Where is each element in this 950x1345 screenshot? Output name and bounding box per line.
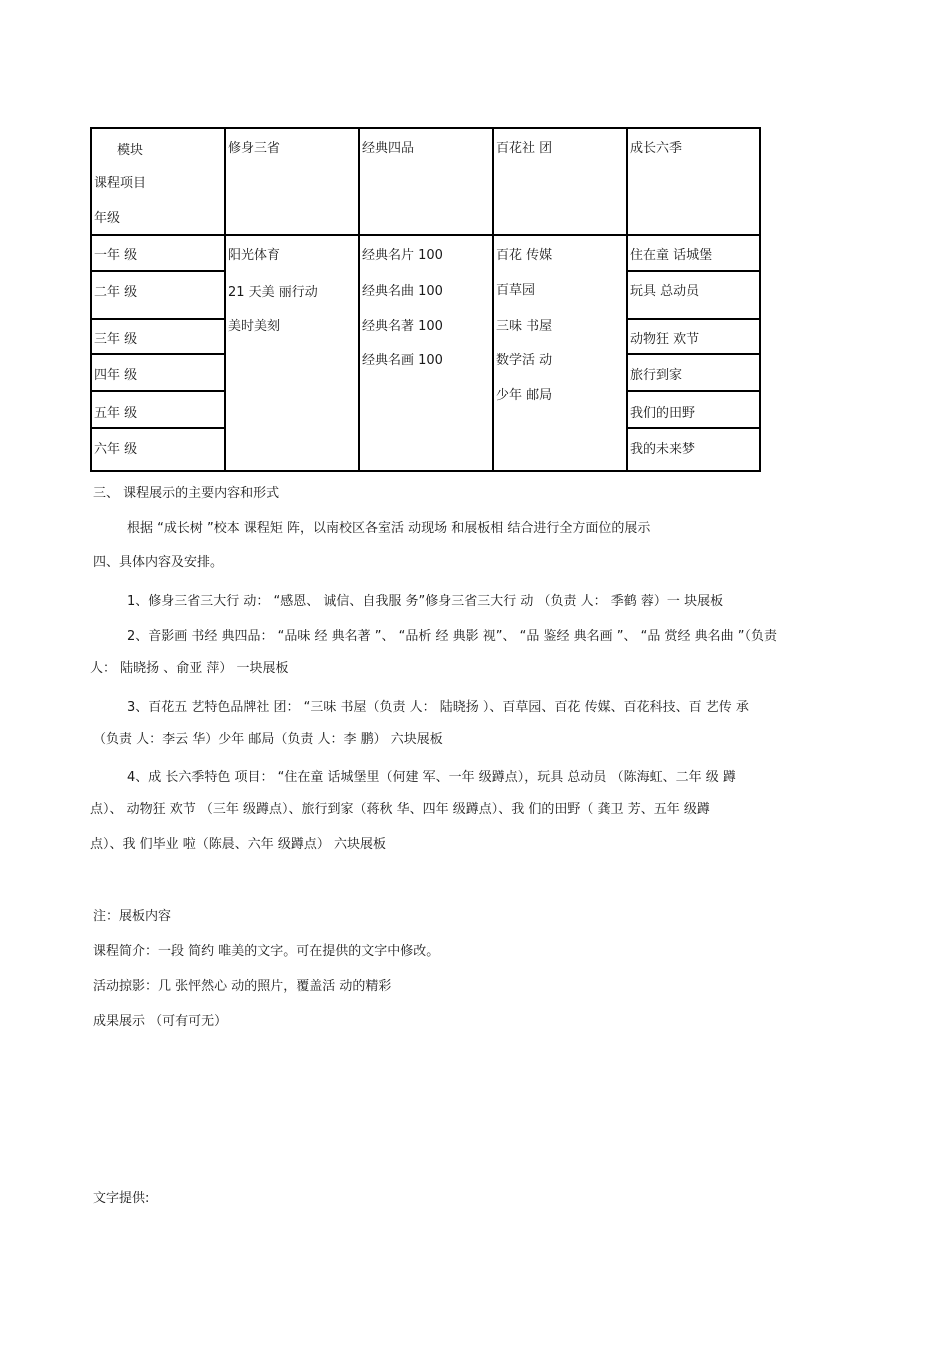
- section-4-item-2-cont: 人： 陆晓扬 、俞亚 萍） 一块展板: [90, 661, 289, 676]
- note-photos: 活动掠影：几 张怦然心 动的照片，覆盖活 动的精彩: [93, 979, 392, 994]
- course-matrix-table: [90, 127, 761, 472]
- jingdian-item: 经典名著 100: [362, 319, 443, 334]
- table-col-divider-4: [626, 127, 628, 472]
- column-header-xiushen: 修身三省: [228, 141, 281, 156]
- section-4-item-3: 3、百花五 艺特色品牌社 团： “三味 书屋（负责 人： 陆晓扬 ）、百草园、百花 传媒、百花科技、百 艺传 承: [127, 700, 749, 715]
- table-border-top: [90, 127, 761, 129]
- xiushen-item: 阳光体育: [228, 248, 281, 263]
- section-4-item-4-cont: 点）、 动物狂 欢节 （三年 级蹲点）、旅行到家（蒋秋 华、四年 级蹲点）、我 们的田野（ 龚卫 芳、五年 级蹲: [90, 802, 710, 817]
- grade-row-line: [90, 270, 226, 272]
- note-intro: 课程简介：一段 简约 唯美的文字。可在提供的文字中修改。: [93, 944, 440, 959]
- grade-cell: 五年 级: [94, 406, 138, 421]
- season-row-line: [626, 427, 761, 429]
- chengzhang-item: 我们的田野: [630, 406, 696, 421]
- section-4-item-4-cont: 点）、我 们毕业 啦（陈晨、六年 级蹲点） 六块展板: [90, 837, 387, 852]
- table-border-left: [90, 127, 92, 472]
- section-4-item-2: 2、音影画 书经 典四品： “品味 经 典名著 ”、 “品析 经 典影 视”、 “品 鉴经 典名画 ”、 “品 赏经 典名曲 ”（负责: [127, 629, 778, 644]
- section-4-item-1: 1、修身三省三大行 动： “感恩、 诚信、自我服 务”修身三省三大行 动 （负责 人： 季鹤 蓉）一 块展板: [127, 594, 724, 609]
- grade-row-line: [90, 427, 226, 429]
- column-header-baihua: 百花社 团: [496, 141, 553, 156]
- table-col-divider-3: [492, 127, 494, 472]
- table-header-divider: [90, 234, 761, 236]
- section-4-item-4: 4、成 长六季特色 项目： “住在童 话城堡里（何建 军、一年 级蹲点），玩具 总动员 （陈海虹、二年 级 蹲: [127, 770, 736, 785]
- chengzhang-item: 旅行到家: [630, 368, 683, 383]
- season-row-line: [626, 390, 761, 392]
- chengzhang-item: 住在童 话城堡: [630, 248, 713, 263]
- baihua-item: 三味 书屋: [496, 319, 553, 334]
- table-col-divider-1: [224, 127, 226, 472]
- baihua-item: 百花 传媒: [496, 248, 553, 263]
- table-col-divider-2: [358, 127, 360, 472]
- grade-row-line: [90, 318, 226, 320]
- table-border-bottom: [90, 470, 761, 472]
- section-4-heading: 四、具体内容及安排。: [93, 555, 224, 570]
- table-border-right: [759, 127, 761, 472]
- jingdian-item: 经典名画 100: [362, 353, 443, 368]
- chengzhang-item: 动物狂 欢节: [630, 332, 700, 347]
- section-4-item-3-cont: （负责 人：李云 华）少年 邮局（负责 人：李 鹏） 六块展板: [93, 732, 443, 747]
- grade-cell: 三年 级: [94, 332, 138, 347]
- header-grade-label: 年级: [94, 211, 121, 226]
- grade-cell: 四年 级: [94, 368, 138, 383]
- column-header-jingdian: 经典四品: [362, 141, 415, 156]
- xiushen-item: 美时美刻: [228, 319, 281, 334]
- baihua-item: 百草园: [496, 283, 536, 298]
- grade-cell: 二年 级: [94, 285, 138, 300]
- header-module-label: 模块: [117, 143, 144, 158]
- jingdian-item: 经典名片 100: [362, 248, 443, 263]
- header-project-label: 课程项目: [94, 176, 147, 191]
- baihua-item: 数学活 动: [496, 353, 553, 368]
- season-row-line: [626, 270, 761, 272]
- text-provider-label: 文字提供:: [93, 1191, 150, 1206]
- section-3-heading: 三、 课程展示的主要内容和形式: [93, 486, 280, 501]
- chengzhang-item: 玩具 总动员: [630, 284, 700, 299]
- baihua-item: 少年 邮局: [496, 388, 553, 403]
- column-header-chengzhang: 成长六季: [630, 141, 683, 156]
- chengzhang-item: 我的未来梦: [630, 442, 696, 457]
- grade-row-line: [90, 353, 226, 355]
- note-results: 成果展示 （可有可无）: [93, 1014, 228, 1029]
- grade-cell: 一年 级: [94, 248, 138, 263]
- season-row-line: [626, 353, 761, 355]
- xiushen-item: 21 天美 丽行动: [228, 285, 318, 300]
- grade-row-line: [90, 390, 226, 392]
- jingdian-item: 经典名曲 100: [362, 284, 443, 299]
- section-3-body: 根据 “成长树 ”校本 课程矩 阵，以南校区各室活 动现场 和展板相 结合进行全方面位的展示: [127, 521, 651, 536]
- season-row-line: [626, 318, 761, 320]
- grade-cell: 六年 级: [94, 442, 138, 457]
- note-label: 注：展板内容: [93, 909, 172, 924]
